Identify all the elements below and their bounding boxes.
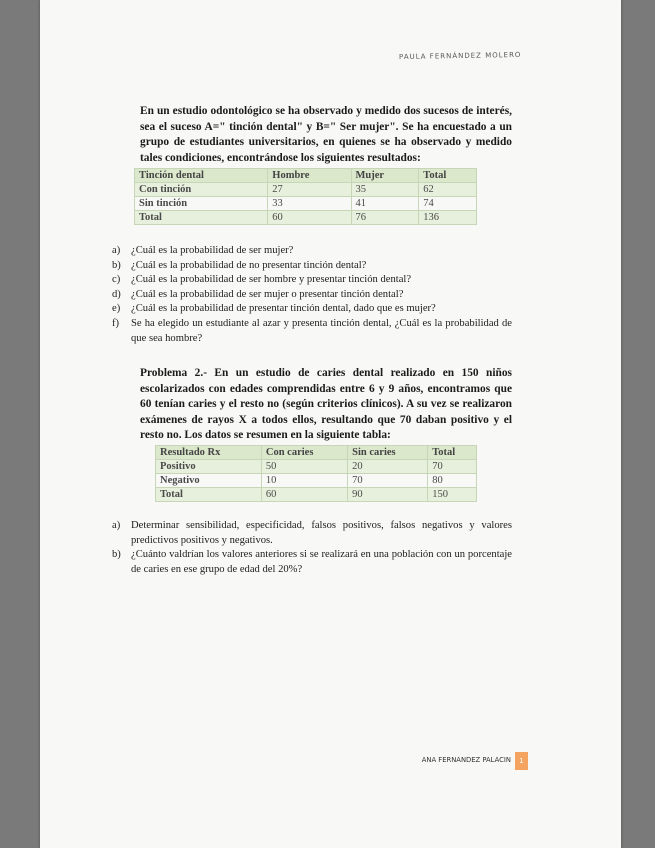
list-item xyxy=(112,317,512,346)
item-letter: c) xyxy=(112,274,121,286)
item-letter: b) xyxy=(112,549,121,561)
problem2-intro: Problema 2.- En un estudio de caries dental realizado en 150 niños escolarizados con edades comprendidas entre 6 y 9 años, encontramos que 60 tenían caries y el resto no (según criterios clínicos). A su vez se realizaron exámenes de rayos X a todos ellos, resultando que 70 daban positivo y el resto no. Los datos se resumen en la siguiente tabla: xyxy=(140,367,512,441)
item-letter: a) xyxy=(112,245,121,256)
handwritten-name: PAULA FERNÁNDEZ MOLERO xyxy=(398,50,522,62)
table-cell: 136 xyxy=(419,211,477,225)
table-header-cell: Total xyxy=(428,446,477,460)
item-text: ¿Cuál es la probabilidad de ser hombre y presentar tinción dental? xyxy=(131,274,412,286)
table-cell: 60 xyxy=(268,211,351,225)
table-header-cell: Tinción dental xyxy=(135,169,268,183)
page-number-badge: 1 xyxy=(515,752,528,770)
list-item xyxy=(112,288,512,303)
item-text: ¿Cuál es la probabilidad de no presentar tinción dental? xyxy=(131,259,367,271)
problem1-questions xyxy=(112,244,512,346)
table-row xyxy=(135,197,477,211)
list-item xyxy=(112,273,512,288)
table-cell: 27 xyxy=(268,183,351,197)
item-letter: a) xyxy=(112,520,121,531)
item-text: ¿Cuál es la probabilidad de ser mujer? xyxy=(131,245,294,256)
problem2-table xyxy=(155,445,477,502)
list-item xyxy=(112,244,512,259)
table-row xyxy=(156,488,477,502)
table-cell: 74 xyxy=(419,197,477,211)
table-cell: 70 xyxy=(348,474,428,488)
table-cell: 41 xyxy=(351,197,419,211)
item-letter: b) xyxy=(112,259,121,271)
item-text: Se ha elegido un estudiante al azar y presenta tinción dental, ¿Cuál es la probabilidad de que sea hombre? xyxy=(131,317,512,344)
table-cell: 35 xyxy=(351,183,419,197)
table-cell: 50 xyxy=(261,460,347,474)
table-row xyxy=(156,460,477,474)
table-cell: 10 xyxy=(261,474,347,488)
table-cell: Total xyxy=(135,211,268,225)
item-text: ¿Cuál es la probabilidad de presentar tinción dental, dado que es mujer? xyxy=(131,303,436,315)
table-cell: 80 xyxy=(428,474,477,488)
footer-author: ANA FERNANDEZ PALACIN xyxy=(421,756,511,764)
table-cell: 20 xyxy=(348,460,428,474)
item-letter: d) xyxy=(112,288,121,300)
table-header-cell: Con caries xyxy=(261,446,347,460)
table-header-cell: Mujer xyxy=(351,169,419,183)
table-header-row xyxy=(156,446,477,460)
table-cell: Positivo xyxy=(156,460,262,474)
list-item xyxy=(112,548,512,577)
item-text: Determinar sensibilidad, especificidad, falsos positivos, falsos negativos y valores predictivos positivos y negativos. xyxy=(131,520,512,546)
item-letter: f) xyxy=(112,317,120,329)
table-header-cell: Hombre xyxy=(268,169,351,183)
item-text: ¿Cuál es la probabilidad de ser mujer o presentar tinción dental? xyxy=(131,288,404,300)
table-cell: Total xyxy=(156,488,262,502)
table-row xyxy=(156,474,477,488)
list-item xyxy=(112,302,512,317)
table-row xyxy=(135,183,477,197)
list-item xyxy=(112,519,512,548)
item-text: ¿Cuánto valdrían los valores anteriores si se realizará en una población con un porcentaje de caries en ese grupo de edad del 20%? xyxy=(131,549,512,575)
table-header-cell: Resultado Rx xyxy=(156,446,262,460)
table-header-cell: Total xyxy=(419,169,477,183)
table-cell: 33 xyxy=(268,197,351,211)
table-header-row xyxy=(135,169,477,183)
page-footer xyxy=(40,752,621,770)
table-cell: 76 xyxy=(351,211,419,225)
table-cell: 150 xyxy=(428,488,477,502)
table-header-cell: Sin caries xyxy=(348,446,428,460)
list-item xyxy=(112,259,512,274)
item-letter: e) xyxy=(112,303,121,315)
table-cell: 90 xyxy=(348,488,428,502)
problem1-intro: En un estudio odontológico se ha observado y medido dos sucesos de interés, sea el suceso A=" tinción dental" y B=" Ser mujer". Se ha encuestado a un grupo de estudiantes universitarios, en quienes se ha observado y medido tales condiciones, encontrándose los siguientes resultados: xyxy=(140,105,512,164)
table-cell: 70 xyxy=(428,460,477,474)
table-row xyxy=(135,211,477,225)
table-cell: 62 xyxy=(419,183,477,197)
table-cell: Sin tinción xyxy=(135,197,268,211)
problem1-table xyxy=(134,168,477,225)
table-cell: 60 xyxy=(261,488,347,502)
problem2-questions xyxy=(112,519,512,577)
table-cell: Con tinción xyxy=(135,183,268,197)
table-cell: Negativo xyxy=(156,474,262,488)
